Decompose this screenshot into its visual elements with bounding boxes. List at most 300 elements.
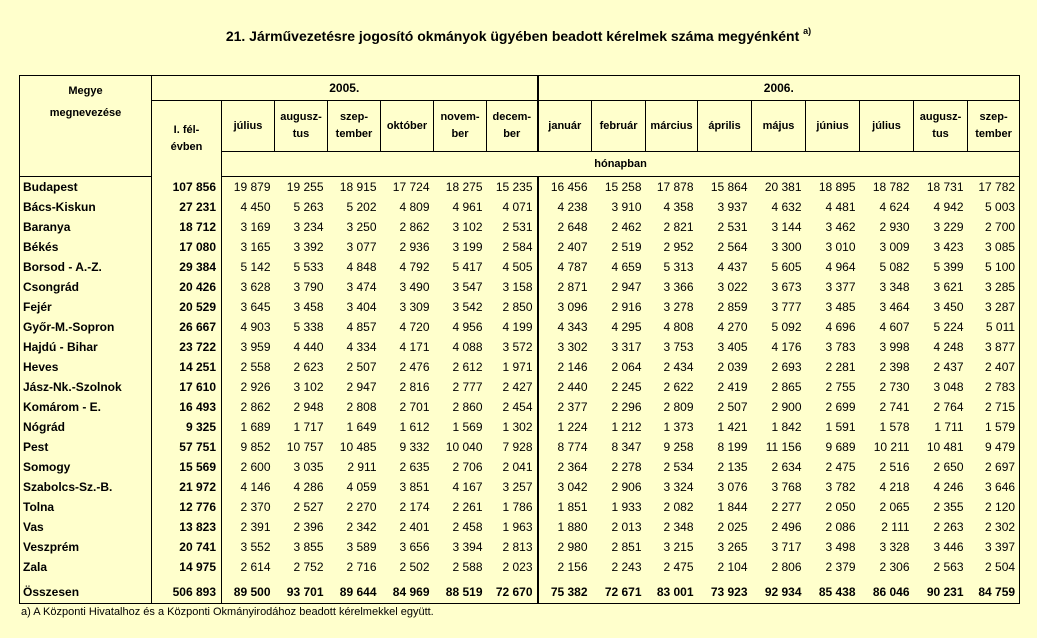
county-name: Somogy	[20, 457, 152, 477]
table-body	[20, 177, 1020, 604]
month-value: 2 013	[611, 520, 642, 534]
month-value: 3 656	[399, 540, 430, 554]
month-value: 3 782	[825, 480, 856, 494]
month-value: 3 302	[557, 340, 588, 354]
month-value: 2 458	[452, 520, 483, 534]
month-value: 17 878	[656, 180, 694, 194]
month-value: 3 937	[717, 200, 748, 214]
month-value: 2 270	[346, 500, 377, 514]
table-header	[20, 76, 1020, 177]
month-value: 2 650	[933, 460, 964, 474]
month-value: 3 547	[452, 280, 483, 294]
month-value: 2 614	[240, 560, 271, 574]
county-name: Nógrád	[20, 417, 152, 437]
month-value: 3 673	[771, 280, 802, 294]
month-value: 4 295	[611, 320, 642, 334]
month-header-line: július	[872, 119, 901, 132]
table-row	[20, 377, 1020, 397]
month-value: 3 394	[452, 540, 483, 554]
month-value: 2 065	[879, 500, 910, 514]
month-value: 2 025	[717, 520, 748, 534]
month-value: 3 646	[968, 477, 1020, 497]
month-value: 3 102	[452, 220, 483, 234]
county-column-header	[20, 76, 152, 177]
month-value: 2 808	[346, 400, 377, 414]
month-value: 2 419	[717, 380, 748, 394]
month-value: 3 048	[933, 380, 964, 394]
month-value: 3 790	[293, 280, 324, 294]
month-value: 3 010	[825, 240, 856, 254]
month-value: 3 753	[663, 340, 694, 354]
month-value: 1 963	[487, 517, 538, 537]
month-value: 2 558	[240, 360, 271, 374]
month-value: 2 174	[399, 500, 430, 514]
month-value: 3 077	[346, 240, 377, 254]
month-value: 2 407	[968, 357, 1020, 377]
month-header	[592, 101, 646, 152]
county-name: Vas	[20, 517, 152, 537]
month-value: 5 605	[771, 260, 802, 274]
month-value: 2 277	[771, 500, 802, 514]
month-value: 5 338	[293, 320, 324, 334]
month-value: 2 871	[557, 280, 588, 294]
month-value: 3 768	[771, 480, 802, 494]
month-value: 2 948	[293, 400, 324, 414]
title-note: a)	[803, 26, 812, 36]
month-value: 2 243	[611, 560, 642, 574]
half-year-value: 29 384	[152, 257, 222, 277]
month-value: 2 531	[717, 220, 748, 234]
month-value: 8 199	[717, 440, 748, 454]
month-value: 18 895	[818, 180, 856, 194]
month-value: 3 450	[933, 300, 964, 314]
half-year-value: 12 776	[152, 497, 222, 517]
month-value: 2 926	[240, 380, 271, 394]
month-value: 2 809	[663, 400, 694, 414]
month-value: 1 880	[557, 520, 588, 534]
half-year-line1: I. fél-	[173, 123, 200, 136]
county-name: Összesen	[20, 577, 152, 604]
half-year-value: 57 751	[152, 437, 222, 457]
month-value: 19 879	[233, 180, 271, 194]
month-value: 4 857	[346, 320, 377, 334]
month-header	[914, 101, 968, 152]
month-value: 3 405	[717, 340, 748, 354]
month-value: 5 263	[293, 200, 324, 214]
month-value: 4 246	[933, 480, 964, 494]
county-name: Budapest	[20, 177, 152, 198]
county-name: Csongrád	[20, 277, 152, 297]
month-value: 9 852	[240, 440, 271, 454]
half-year-line2: évben	[170, 140, 203, 153]
month-value: 3 851	[399, 480, 430, 494]
month-value: 2 462	[611, 220, 642, 234]
month-value: 2 039	[717, 360, 748, 374]
month-value: 3 621	[933, 280, 964, 294]
month-value: 2 401	[399, 520, 430, 534]
month-value: 4 199	[487, 317, 538, 337]
month-value: 2 398	[879, 360, 910, 374]
county-name: Szabolcs-Sz.-B.	[20, 477, 152, 497]
month-value: 2 635	[399, 460, 430, 474]
month-value: 85 438	[806, 577, 860, 604]
month-value: 3 458	[293, 300, 324, 314]
month-header-line: szep-	[339, 111, 369, 123]
data-table	[19, 75, 1020, 604]
month-value: 2 706	[452, 460, 483, 474]
month-value: 2 302	[968, 517, 1020, 537]
month-header-line: augusz-	[919, 111, 962, 123]
month-value: 3 404	[346, 300, 377, 314]
month-value: 20 381	[764, 180, 802, 194]
month-value: 3 397	[968, 537, 1020, 557]
half-year-value: 9 325	[152, 417, 222, 437]
month-value: 18 915	[339, 180, 377, 194]
month-value: 3 229	[933, 220, 964, 234]
month-value: 1 649	[346, 420, 377, 434]
month-value: 2 146	[557, 360, 588, 374]
total-row	[20, 577, 1020, 604]
month-header	[275, 101, 328, 152]
month-value: 3 348	[879, 280, 910, 294]
month-value: 2 911	[347, 460, 377, 474]
table-row	[20, 357, 1020, 377]
month-value: 2 475	[825, 460, 856, 474]
month-value: 9 258	[663, 440, 694, 454]
month-value: 9 479	[968, 437, 1020, 457]
month-value: 2 947	[346, 380, 377, 394]
month-header-line: decem-	[492, 111, 532, 123]
month-value: 2 693	[771, 360, 802, 374]
year-2005-header: 2005.	[152, 76, 538, 101]
table-row	[20, 437, 1020, 457]
table-row	[20, 197, 1020, 217]
table-row	[20, 397, 1020, 417]
half-year-value: 13 823	[152, 517, 222, 537]
month-value: 1 711	[934, 420, 964, 434]
month-header-line: április	[708, 119, 741, 132]
month-value: 4 167	[452, 480, 483, 494]
month-value: 3 474	[346, 280, 377, 294]
month-value: 2 862	[240, 400, 271, 414]
month-value: 1 851	[557, 500, 588, 514]
month-value: 18 731	[926, 180, 964, 194]
county-name: Jász-Nk.-Szolnok	[20, 377, 152, 397]
month-value: 4 334	[346, 340, 377, 354]
month-header	[381, 101, 434, 152]
month-value: 15 235	[487, 177, 538, 198]
month-value: 3 169	[240, 220, 271, 234]
month-header-line: szep-	[979, 111, 1008, 123]
month-value: 9 332	[399, 440, 430, 454]
month-value: 3 552	[240, 540, 271, 554]
month-value: 3 462	[825, 220, 856, 234]
month-value: 2 504	[968, 557, 1020, 577]
year-2006-header: 2006.	[538, 76, 1020, 101]
county-name: Tolna	[20, 497, 152, 517]
month-value: 15 258	[604, 180, 642, 194]
month-value: 2 519	[611, 240, 642, 254]
month-value: 3 328	[879, 540, 910, 554]
month-value: 5 533	[293, 260, 324, 274]
month-value: 1 786	[487, 497, 538, 517]
table-row	[20, 297, 1020, 317]
month-value: 2 623	[293, 360, 324, 374]
month-value: 3 165	[240, 240, 271, 254]
table-row	[20, 537, 1020, 557]
month-value: 5 142	[240, 260, 271, 274]
table-row	[20, 237, 1020, 257]
month-value: 2 454	[487, 397, 538, 417]
month-value: 3 250	[346, 220, 377, 234]
month-value: 15 864	[710, 180, 748, 194]
month-value: 2 622	[663, 380, 694, 394]
month-value: 2 716	[346, 560, 377, 574]
month-value: 72 670	[487, 577, 538, 604]
page-title	[0, 28, 1037, 44]
month-value: 2 355	[933, 500, 964, 514]
month-value: 3 589	[346, 540, 377, 554]
month-value: 3 998	[879, 340, 910, 354]
month-value: 2 564	[717, 240, 748, 254]
month-value: 1 421	[717, 420, 748, 434]
month-value: 2 783	[968, 377, 1020, 397]
month-value: 2 764	[933, 400, 964, 414]
month-header	[752, 101, 806, 152]
table-row	[20, 497, 1020, 517]
month-value: 2 584	[487, 237, 538, 257]
half-year-value: 17 610	[152, 377, 222, 397]
month-value: 3 645	[240, 300, 271, 314]
month-value: 3 009	[879, 240, 910, 254]
month-value: 1 612	[399, 420, 430, 434]
month-value: 3 377	[825, 280, 856, 294]
county-name: Heves	[20, 357, 152, 377]
month-value: 2 752	[293, 560, 324, 574]
month-value: 2 507	[717, 400, 748, 414]
month-value: 3 309	[399, 300, 430, 314]
month-value: 2 342	[346, 520, 377, 534]
month-value: 2 741	[879, 400, 910, 414]
month-value: 3 317	[611, 340, 642, 354]
month-value: 4 248	[933, 340, 964, 354]
month-value: 19 255	[286, 180, 324, 194]
month-value: 2 806	[771, 560, 802, 574]
month-value: 4 964	[825, 260, 856, 274]
month-value: 2 364	[557, 460, 588, 474]
month-value: 3 257	[487, 477, 538, 497]
month-value: 75 382	[538, 577, 592, 604]
month-value: 4 961	[452, 200, 483, 214]
month-value: 2 531	[487, 217, 538, 237]
month-value: 2 612	[452, 360, 483, 374]
month-value: 72 671	[592, 577, 646, 604]
month-header-line: július	[233, 119, 263, 132]
month-value: 4 696	[825, 320, 856, 334]
month-value: 10 040	[445, 440, 483, 454]
month-value: 2 862	[399, 220, 430, 234]
month-value: 2 850	[487, 297, 538, 317]
month-value: 3 717	[771, 540, 802, 554]
month-value: 5 224	[933, 320, 964, 334]
month-value: 3 423	[933, 240, 964, 254]
half-year-value: 21 972	[152, 477, 222, 497]
month-value: 88 519	[434, 577, 487, 604]
month-header-line: október	[386, 119, 428, 132]
title-text: 21. Járművezetésre jogosító okmányok ügyében beadott kérelmek száma megyénként	[225, 28, 800, 44]
county-name: Békés	[20, 237, 152, 257]
month-value: 1 842	[771, 420, 802, 434]
month-header	[434, 101, 487, 152]
month-value: 3 783	[825, 340, 856, 354]
month-value: 2 600	[240, 460, 271, 474]
month-value: 17 782	[968, 177, 1020, 198]
month-value: 4 808	[663, 320, 694, 334]
month-value: 2 050	[825, 500, 856, 514]
month-value: 2 821	[663, 220, 694, 234]
month-value: 2 245	[611, 380, 642, 394]
month-value: 2 700	[968, 217, 1020, 237]
month-value: 2 916	[611, 300, 642, 314]
county-name: Komárom - E.	[20, 397, 152, 417]
month-value: 2 023	[487, 557, 538, 577]
month-value: 3 572	[487, 337, 538, 357]
county-name: Pest	[20, 437, 152, 457]
month-value: 3 144	[771, 220, 802, 234]
half-year-value: 14 975	[152, 557, 222, 577]
month-header-line: tus	[292, 128, 310, 140]
month-value: 3 278	[663, 300, 694, 314]
month-value: 4 792	[399, 260, 430, 274]
month-value: 2 427	[487, 377, 538, 397]
month-value: 2 476	[399, 360, 430, 374]
month-header	[968, 101, 1020, 152]
month-value: 3 096	[557, 300, 588, 314]
month-value: 2 496	[771, 520, 802, 534]
month-value: 4 270	[717, 320, 748, 334]
month-value: 3 490	[399, 280, 430, 294]
half-year-value: 26 667	[152, 317, 222, 337]
month-value: 4 171	[399, 340, 430, 354]
month-value: 4 358	[663, 200, 694, 214]
month-value: 3 287	[968, 297, 1020, 317]
month-value: 3 959	[240, 340, 271, 354]
month-value: 2 715	[968, 397, 1020, 417]
month-value: 5 092	[771, 320, 802, 334]
month-value: 3 215	[663, 540, 694, 554]
county-header-line2: megnevezése	[49, 107, 122, 119]
month-value: 83 001	[646, 577, 698, 604]
half-year-value: 15 569	[152, 457, 222, 477]
month-value: 2 516	[879, 460, 910, 474]
month-value: 3 910	[611, 200, 642, 214]
month-value: 2 379	[825, 560, 856, 574]
month-value: 1 569	[452, 420, 483, 434]
month-value: 4 343	[557, 320, 588, 334]
month-value: 3 300	[771, 240, 802, 254]
month-value: 5 399	[933, 260, 964, 274]
month-value: 2 104	[717, 560, 748, 574]
month-value: 5 313	[663, 260, 694, 274]
month-value: 1 717	[293, 420, 324, 434]
month-value: 2 699	[825, 400, 856, 414]
month-value: 2 086	[825, 520, 856, 534]
month-header-line: augusz-	[280, 111, 322, 123]
month-header-line: június	[816, 119, 849, 132]
month-value: 4 956	[452, 320, 483, 334]
month-value: 2 391	[240, 520, 271, 534]
month-value: 4 088	[452, 340, 483, 354]
table-row	[20, 317, 1020, 337]
month-value: 2 980	[557, 540, 588, 554]
month-value: 2 377	[557, 400, 588, 414]
month-value: 3 265	[717, 540, 748, 554]
month-value: 5 082	[879, 260, 910, 274]
month-value: 1 302	[487, 417, 538, 437]
month-header-row	[20, 101, 1020, 152]
month-value: 93 701	[275, 577, 328, 604]
month-value: 2 434	[663, 360, 694, 374]
month-value: 4 146	[240, 480, 271, 494]
month-value: 5 202	[346, 200, 377, 214]
month-value: 2 634	[771, 460, 802, 474]
month-value: 1 971	[487, 357, 538, 377]
month-value: 2 527	[293, 500, 324, 514]
county-name: Hajdú - Bihar	[20, 337, 152, 357]
month-value: 2 396	[293, 520, 324, 534]
month-value: 5 417	[452, 260, 483, 274]
month-value: 2 281	[825, 360, 856, 374]
table-row	[20, 277, 1020, 297]
month-value: 89 644	[328, 577, 381, 604]
month-header	[538, 101, 592, 152]
month-value: 2 111	[881, 520, 910, 534]
month-value: 2 440	[557, 380, 588, 394]
month-value: 4 659	[611, 260, 642, 274]
month-value: 3 022	[717, 280, 748, 294]
month-value: 2 437	[933, 360, 964, 374]
half-year-value: 16 493	[152, 397, 222, 417]
month-value: 2 701	[399, 400, 430, 414]
half-year-value: 18 712	[152, 217, 222, 237]
month-header	[698, 101, 752, 152]
month-value: 2 730	[879, 380, 910, 394]
month-value: 4 624	[879, 200, 910, 214]
county-header-line1: Megye	[68, 85, 103, 97]
month-value: 3 285	[968, 277, 1020, 297]
month-header-line: február	[599, 119, 638, 132]
month-value: 2 755	[825, 380, 856, 394]
month-value: 3 628	[240, 280, 271, 294]
half-year-value: 27 231	[152, 197, 222, 217]
footnote: a) A Központi Hivatalhoz és a Központi Okmányirodához beadott kérelmekkel együtt.	[21, 606, 434, 618]
month-value: 3 485	[825, 300, 856, 314]
month-value: 5 011	[968, 317, 1020, 337]
month-value: 2 278	[611, 460, 642, 474]
county-name: Zala	[20, 557, 152, 577]
month-value: 5 003	[968, 197, 1020, 217]
month-value: 3 035	[293, 460, 324, 474]
half-year-value: 23 722	[152, 337, 222, 357]
month-value: 4 607	[879, 320, 910, 334]
month-value: 4 218	[879, 480, 910, 494]
month-value: 4 632	[771, 200, 802, 214]
month-header-line: május	[762, 119, 795, 132]
month-value: 3 464	[879, 300, 910, 314]
month-value: 1 373	[663, 420, 694, 434]
table-row	[20, 477, 1020, 497]
month-value: 2 777	[452, 380, 483, 394]
